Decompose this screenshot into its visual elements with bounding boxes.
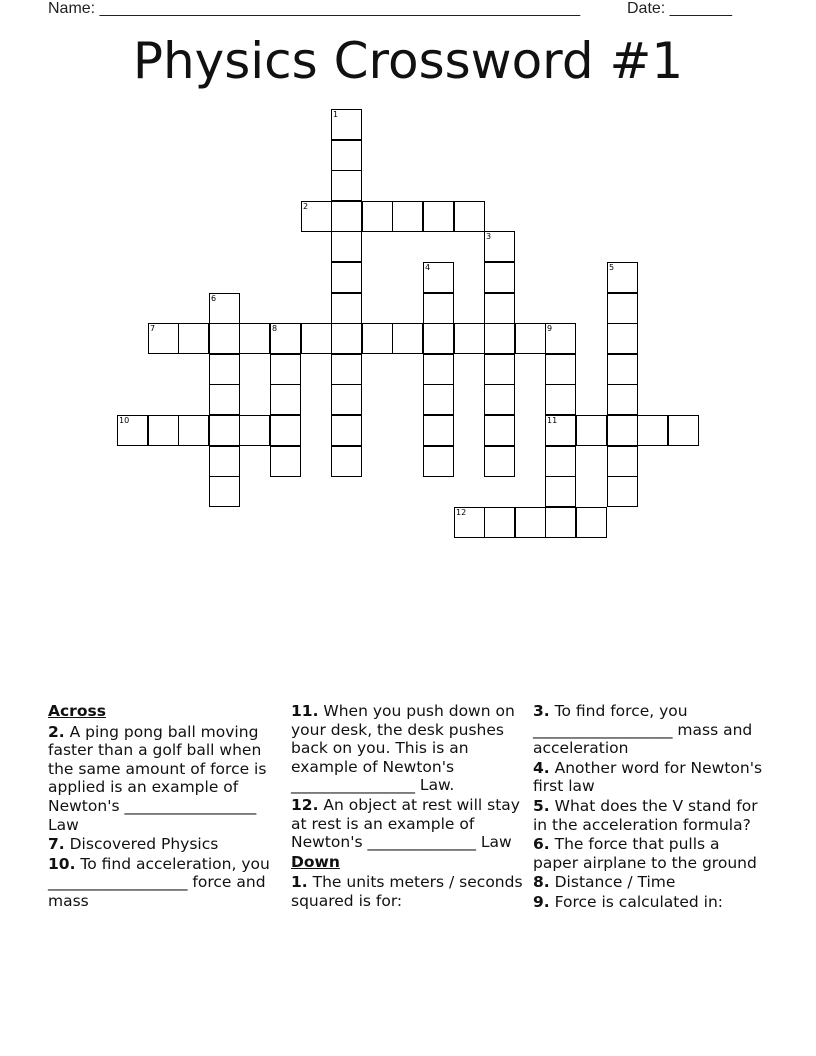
grid-cell[interactable] bbox=[545, 507, 576, 538]
grid-cell[interactable] bbox=[423, 384, 454, 415]
grid-cell[interactable] bbox=[545, 323, 576, 354]
grid-cell[interactable] bbox=[607, 415, 638, 446]
grid-cell[interactable] bbox=[392, 323, 423, 354]
page-title: Physics Crossword #1 bbox=[132, 32, 684, 90]
cell-number: 1 bbox=[333, 110, 339, 119]
cell-number: 3 bbox=[486, 232, 492, 241]
grid-cell[interactable] bbox=[270, 446, 301, 477]
grid-cell[interactable] bbox=[209, 446, 240, 477]
grid-cell[interactable] bbox=[484, 323, 515, 354]
grid-cell[interactable] bbox=[423, 354, 454, 385]
grid-cell[interactable] bbox=[607, 323, 638, 354]
cell-number: 5 bbox=[609, 263, 615, 272]
clue-number: 7. bbox=[48, 835, 65, 854]
grid-cell[interactable] bbox=[178, 415, 209, 446]
grid-cell[interactable] bbox=[576, 415, 607, 446]
clue-number: 1. bbox=[291, 873, 308, 892]
cell-number: 12 bbox=[456, 508, 467, 517]
grid-cell[interactable] bbox=[484, 507, 515, 538]
clue-number: 2. bbox=[48, 722, 65, 741]
clue-text: Another word for Newton's first law bbox=[533, 758, 763, 796]
cell-number: 11 bbox=[547, 416, 558, 425]
cell-number: 6 bbox=[211, 294, 217, 303]
clue-down-3 bbox=[533, 702, 765, 758]
grid-cell[interactable] bbox=[545, 415, 576, 446]
grid-cell[interactable] bbox=[576, 507, 607, 538]
grid-cell[interactable] bbox=[484, 293, 515, 324]
grid-cell[interactable] bbox=[331, 140, 362, 171]
clue-number: 5. bbox=[533, 796, 550, 815]
grid-cell[interactable] bbox=[178, 323, 209, 354]
clue-text: A ping pong ball moving faster than a golf ball when the same amount of force is applied is an example of Newton's _________________ Law bbox=[48, 722, 267, 834]
grid-cell[interactable] bbox=[331, 323, 362, 354]
clue-column-2 bbox=[291, 702, 526, 912]
clue-down-9 bbox=[533, 893, 765, 912]
clue-number: 10. bbox=[48, 854, 76, 873]
clue-number: 8. bbox=[533, 873, 550, 892]
cell-number: 9 bbox=[547, 324, 553, 333]
grid-cell[interactable] bbox=[423, 415, 454, 446]
grid-cell[interactable] bbox=[484, 262, 515, 293]
grid-cell[interactable] bbox=[331, 109, 362, 140]
grid-cell[interactable] bbox=[270, 415, 301, 446]
clue-number: 4. bbox=[533, 758, 550, 777]
clue-number: 11. bbox=[291, 702, 319, 720]
grid-cell[interactable] bbox=[484, 415, 515, 446]
grid-cell[interactable] bbox=[270, 323, 301, 354]
grid-cell[interactable] bbox=[515, 507, 546, 538]
across-heading: Across bbox=[48, 702, 106, 720]
grid-cell[interactable] bbox=[607, 446, 638, 477]
grid-cell[interactable] bbox=[270, 384, 301, 415]
clue-number: 6. bbox=[533, 835, 550, 854]
cell-number: 2 bbox=[303, 202, 309, 211]
grid-cell[interactable] bbox=[239, 415, 270, 446]
grid-cell[interactable] bbox=[607, 354, 638, 385]
grid-cell[interactable] bbox=[331, 446, 362, 477]
grid-cell[interactable] bbox=[637, 415, 668, 446]
grid-cell[interactable] bbox=[484, 354, 515, 385]
clue-text: Discovered Physics bbox=[69, 835, 219, 854]
clue-number: 9. bbox=[533, 892, 550, 911]
grid-cell[interactable] bbox=[454, 507, 485, 538]
grid-cell[interactable] bbox=[362, 323, 393, 354]
grid-cell[interactable] bbox=[117, 415, 148, 446]
clue-across-12 bbox=[291, 796, 526, 852]
grid-cell[interactable] bbox=[607, 293, 638, 324]
clue-down-8 bbox=[533, 873, 765, 892]
clue-text: An object at rest will stay at rest is an example of Newton's ______________ Law bbox=[291, 795, 520, 852]
clue-text: The force that pulls a paper airplane to the ground bbox=[533, 835, 757, 872]
grid-cell[interactable] bbox=[545, 354, 576, 385]
grid-cell[interactable] bbox=[239, 323, 270, 354]
grid-cell[interactable] bbox=[545, 446, 576, 477]
clue-text: To find force, you __________________ mass and acceleration bbox=[533, 702, 753, 758]
clue-text: To find acceleration, you __________________ force and mass bbox=[48, 854, 270, 910]
grid-cell[interactable] bbox=[209, 293, 240, 324]
grid-cell[interactable] bbox=[423, 262, 454, 293]
grid-cell[interactable] bbox=[331, 231, 362, 262]
grid-cell[interactable] bbox=[392, 201, 423, 232]
grid-cell[interactable] bbox=[331, 384, 362, 415]
cell-number: 7 bbox=[150, 324, 156, 333]
grid-cell[interactable] bbox=[545, 384, 576, 415]
clue-across-10 bbox=[48, 855, 280, 911]
clue-down-4 bbox=[533, 759, 765, 796]
clue-text: Force is calculated in: bbox=[554, 892, 724, 911]
grid-cell[interactable] bbox=[301, 323, 332, 354]
grid-cell[interactable] bbox=[331, 354, 362, 385]
name-field-line: Name: ______________________________________________________ bbox=[48, 0, 581, 17]
grid-cell[interactable] bbox=[148, 323, 179, 354]
clue-number: 12. bbox=[291, 795, 319, 814]
grid-cell[interactable] bbox=[454, 201, 485, 232]
grid-cell[interactable] bbox=[301, 201, 332, 232]
grid-cell[interactable] bbox=[545, 476, 576, 507]
grid-cell[interactable] bbox=[209, 323, 240, 354]
grid-cell[interactable] bbox=[484, 231, 515, 262]
date-field-line: Date: _______ bbox=[627, 0, 732, 17]
grid-cell[interactable] bbox=[362, 201, 393, 232]
clue-across-7 bbox=[48, 835, 280, 854]
grid-cell[interactable] bbox=[607, 476, 638, 507]
grid-cell[interactable] bbox=[607, 262, 638, 293]
clue-text: Distance / Time bbox=[554, 873, 676, 892]
grid-cell[interactable] bbox=[331, 415, 362, 446]
cell-number: 8 bbox=[272, 324, 278, 333]
grid-cell[interactable] bbox=[209, 354, 240, 385]
cell-number: 4 bbox=[425, 263, 431, 272]
grid-cell[interactable] bbox=[484, 446, 515, 477]
clue-text: When you push down on your desk, the desk pushes back on you. This is an example of Newton's ________________ Law. bbox=[291, 702, 515, 795]
grid-cell[interactable] bbox=[209, 384, 240, 415]
grid-cell[interactable] bbox=[331, 293, 362, 324]
grid-cell[interactable] bbox=[331, 262, 362, 293]
grid-cell[interactable] bbox=[423, 201, 454, 232]
clue-number: 3. bbox=[533, 702, 550, 720]
clue-column-3 bbox=[533, 702, 765, 913]
down-heading: Down bbox=[291, 852, 340, 871]
grid-cell[interactable] bbox=[607, 384, 638, 415]
grid-cell[interactable] bbox=[484, 384, 515, 415]
grid-cell[interactable] bbox=[331, 170, 362, 201]
clue-down-6 bbox=[533, 835, 765, 872]
grid-cell[interactable] bbox=[515, 323, 546, 354]
clue-down-1 bbox=[291, 873, 526, 910]
grid-cell[interactable] bbox=[209, 476, 240, 507]
clue-column-1 bbox=[48, 702, 280, 912]
grid-cell[interactable] bbox=[454, 323, 485, 354]
clue-across-2 bbox=[48, 723, 280, 835]
clue-across-11 bbox=[291, 702, 526, 795]
grid-cell[interactable] bbox=[209, 415, 240, 446]
cell-number: 10 bbox=[119, 416, 130, 425]
grid-cell[interactable] bbox=[423, 446, 454, 477]
grid-cell[interactable] bbox=[668, 415, 699, 446]
clue-text: The units meters / seconds squared is for: bbox=[291, 873, 523, 910]
clue-text: What does the V stand for in the acceleration formula? bbox=[533, 796, 758, 834]
clue-down-5 bbox=[533, 797, 765, 834]
grid-cell[interactable] bbox=[270, 354, 301, 385]
grid-cell[interactable] bbox=[423, 293, 454, 324]
grid-cell[interactable] bbox=[331, 201, 362, 232]
grid-cell[interactable] bbox=[423, 323, 454, 354]
grid-cell[interactable] bbox=[148, 415, 179, 446]
